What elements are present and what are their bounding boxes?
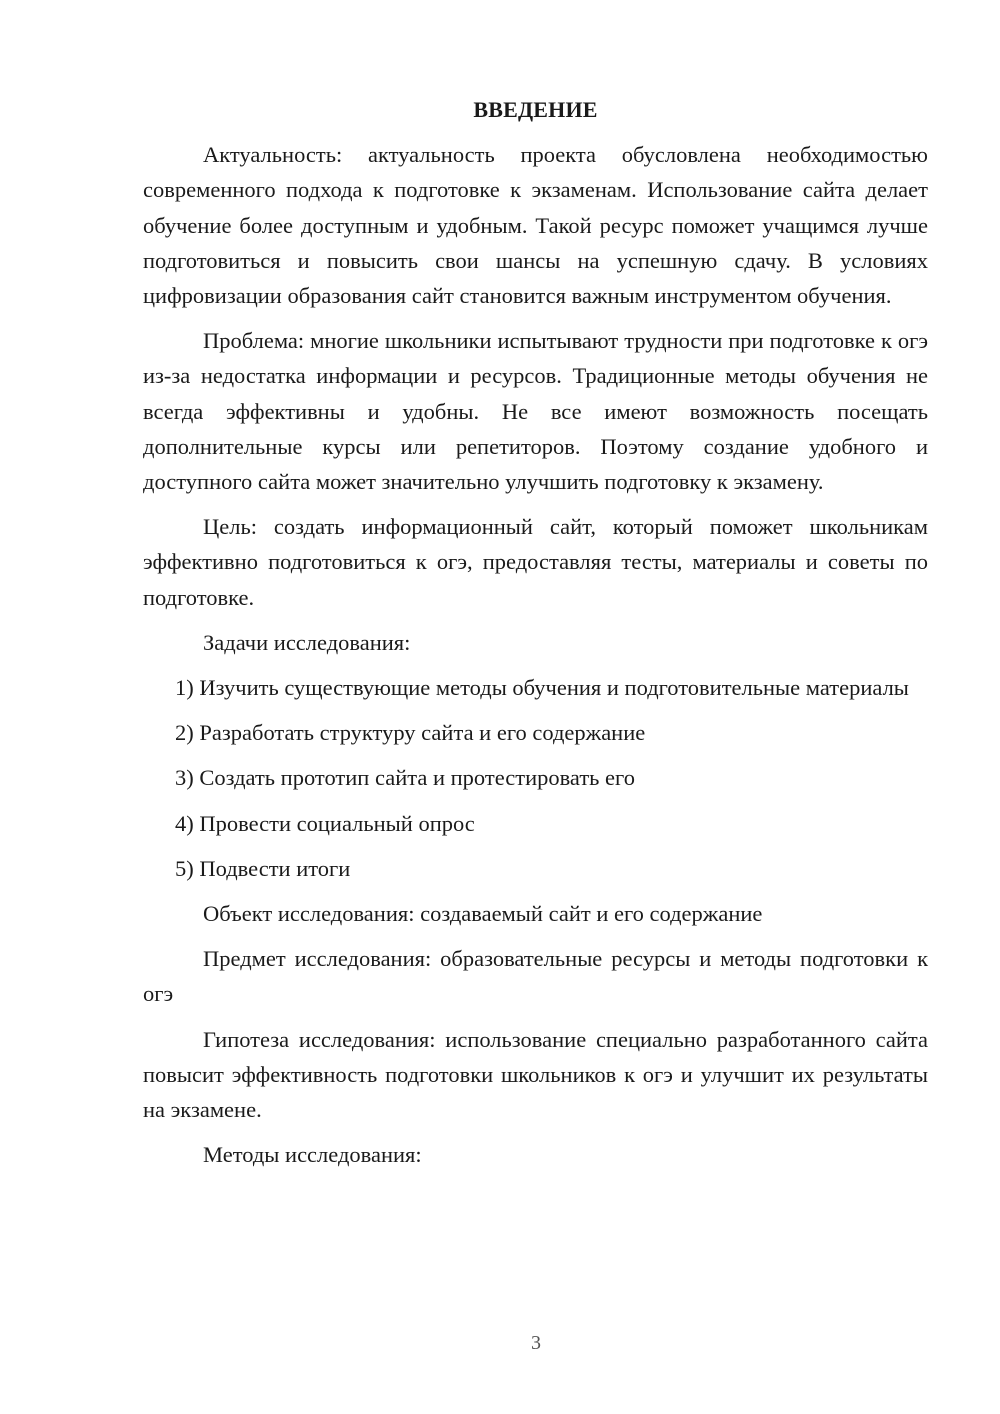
page-number: 3	[531, 1332, 541, 1354]
tasks-heading: Задачи исследования:	[203, 629, 411, 655]
page-content	[143, 92, 928, 1182]
page-title: ВВЕДЕНИЕ	[473, 97, 598, 122]
research-object: Объект исследования: создаваемый сайт и его содержание	[203, 901, 763, 927]
task-item-1: 1) Изучить существующие методы обучения и подготовительные материалы	[175, 675, 909, 701]
problem-paragraph: Проблема: многие школьники испытывают трудности при подготовке к огэ из-за недостатка информации и ресурсов. Традиционные методы обучения не всегда эффективны и удобны. Не все имеют возможность посещать дополнительные курсы или репетиторов. Поэтому создание удобного и доступного сайта может значительно улучшить подготовку к экзамену.	[143, 328, 928, 495]
task-item-4: 4) Провести социальный опрос	[175, 810, 475, 836]
task-item-2: 2) Разработать структуру сайта и его содержание	[175, 720, 646, 746]
task-item-5: 5) Подвести итоги	[175, 855, 351, 881]
research-hypothesis: Гипотеза исследования: использование специально разработанного сайта повысит эффективность подготовки школьников к огэ и улучшит их результаты на экзамене.	[143, 1026, 928, 1123]
methods-heading: Методы исследования:	[203, 1142, 422, 1168]
relevance-paragraph: Актуальность: актуальность проекта обусловлена необходимостью современного подхода к подготовке к экзаменам. Использование сайта делает обучение более доступным и удобным. Такой ресурс поможет учащимся лучше подготовиться и повысить свои шансы на успешную сдачу. В условиях цифровизации образования сайт становится важным инструментом обучения.	[143, 142, 928, 309]
research-subject: Предмет исследования: образовательные ресурсы и методы подготовки к огэ	[143, 946, 928, 1007]
task-item-3: 3) Создать прототип сайта и протестировать его	[175, 765, 635, 791]
goal-paragraph: Цель: создать информационный сайт, который поможет школьникам эффективно подготовиться к огэ, предоставляя тесты, материалы и советы по подготовке.	[143, 514, 928, 610]
